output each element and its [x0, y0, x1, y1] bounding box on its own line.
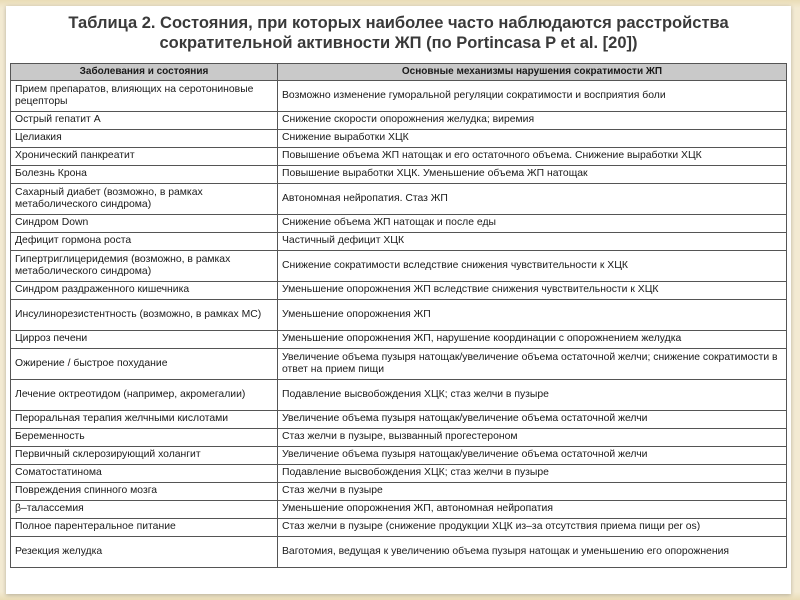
condition-cell: Дефицит гормона роста: [11, 233, 278, 251]
mechanism-cell: Подавление высвобождения ХЦК; стаз желчи в пузыре: [278, 380, 787, 411]
mechanism-cell: Уменьшение опорожнения ЖП, нарушение координации с опорожнением желудка: [278, 331, 787, 349]
table-row: [11, 411, 787, 429]
mechanism-cell: Стаз желчи в пузыре (снижение продукции ХЦК из–за отсутствия приема пищи per os): [278, 519, 787, 537]
table-row: [11, 501, 787, 519]
table-row: [11, 215, 787, 233]
table-row: [11, 130, 787, 148]
condition-cell: Инсулинорезистентность (возможно, в рамках МС): [11, 300, 278, 331]
mechanism-cell: Стаз желчи в пузыре: [278, 483, 787, 501]
table-row: [11, 184, 787, 215]
table-row: [11, 251, 787, 282]
condition-cell: Пероральная терапия желчными кислотами: [11, 411, 278, 429]
mechanism-cell: Подавление высвобождения ХЦК; стаз желчи в пузыре: [278, 465, 787, 483]
mechanism-cell: Уменьшение опорожнения ЖП: [278, 300, 787, 331]
mechanism-cell: Увеличение объема пузыря натощак/увеличение объема остаточной желчи; снижение сократимости в ответ на прием пищи: [278, 349, 787, 380]
mechanism-cell: Повышение объема ЖП натощак и его остаточного объема. Снижение выработки ХЦК: [278, 148, 787, 166]
table-row: [11, 465, 787, 483]
condition-cell: Соматостатинома: [11, 465, 278, 483]
table-row: [11, 380, 787, 411]
condition-cell: Ожирение / быстрое похудание: [11, 349, 278, 380]
table-row: [11, 81, 787, 112]
header-mechanisms: Основные механизмы нарушения сократимости ЖП: [278, 64, 787, 81]
condition-cell: Острый гепатит А: [11, 112, 278, 130]
table-row: [11, 300, 787, 331]
mechanism-cell: Увеличение объема пузыря натощак/увеличение объема остаточной желчи: [278, 411, 787, 429]
condition-cell: Гипертриглицеридемия (возможно, в рамках метаболического синдрома): [11, 251, 278, 282]
condition-cell: β–талассемия: [11, 501, 278, 519]
condition-cell: Цирроз печени: [11, 331, 278, 349]
condition-cell: Целиакия: [11, 130, 278, 148]
condition-cell: Болезнь Крона: [11, 166, 278, 184]
table-row: [11, 233, 787, 251]
table-row: [11, 166, 787, 184]
condition-cell: Лечение октреотидом (например, акромегалии): [11, 380, 278, 411]
header-conditions: Заболевания и состояния: [11, 64, 278, 81]
mechanism-cell: Снижение скорости опорожнения желудка; виремия: [278, 112, 787, 130]
table-row: [11, 429, 787, 447]
condition-cell: Синдром раздраженного кишечника: [11, 282, 278, 300]
table-row: [11, 447, 787, 465]
condition-cell: Полное парентеральное питание: [11, 519, 278, 537]
condition-cell: Первичный склерозирующий холангит: [11, 447, 278, 465]
mechanism-cell: Возможно изменение гуморальной регуляции сократимости и восприятия боли: [278, 81, 787, 112]
table-row: [11, 148, 787, 166]
condition-cell: Прием препаратов, влияющих на серотониновые рецепторы: [11, 81, 278, 112]
conditions-table: [10, 63, 787, 568]
table-title: Таблица 2. Состояния, при которых наиболее часто наблюдаются расстройства сократительной активности ЖП (по Portincasa P et al. [20]): [68, 14, 729, 52]
table-row: [11, 537, 787, 568]
table-header-row: [11, 64, 787, 81]
condition-cell: Хронический панкреатит: [11, 148, 278, 166]
mechanism-cell: Повышение выработки ХЦК. Уменьшение объема ЖП натощак: [278, 166, 787, 184]
condition-cell: Синдром Down: [11, 215, 278, 233]
condition-cell: Сахарный диабет (возможно, в рамках метаболического синдрома): [11, 184, 278, 215]
table-row: [11, 349, 787, 380]
table-row: [11, 483, 787, 501]
mechanism-cell: Снижение сократимости вследствие снижения чувствительности к ХЦК: [278, 251, 787, 282]
slide: [6, 6, 791, 594]
condition-cell: Беременность: [11, 429, 278, 447]
mechanism-cell: Увеличение объема пузыря натощак/увеличение объема остаточной желчи: [278, 447, 787, 465]
mechanism-cell: Стаз желчи в пузыре, вызванный прогестероном: [278, 429, 787, 447]
condition-cell: Повреждения спинного мозга: [11, 483, 278, 501]
table-row: [11, 331, 787, 349]
mechanism-cell: Частичный дефицит ХЦК: [278, 233, 787, 251]
table-row: [11, 112, 787, 130]
table-row: [11, 519, 787, 537]
mechanism-cell: Ваготомия, ведущая к увеличению объема пузыря натощак и уменьшению его опорожнения: [278, 537, 787, 568]
mechanism-cell: Снижение выработки ХЦК: [278, 130, 787, 148]
mechanism-cell: Автономная нейропатия. Стаз ЖП: [278, 184, 787, 215]
condition-cell: Резекция желудка: [11, 537, 278, 568]
mechanism-cell: Уменьшение опорожнения ЖП, автономная нейропатия: [278, 501, 787, 519]
mechanism-cell: Уменьшение опорожнения ЖП вследствие снижения чувствительности к ХЦК: [278, 282, 787, 300]
mechanism-cell: Снижение объема ЖП натощак и после еды: [278, 215, 787, 233]
table-row: [11, 282, 787, 300]
